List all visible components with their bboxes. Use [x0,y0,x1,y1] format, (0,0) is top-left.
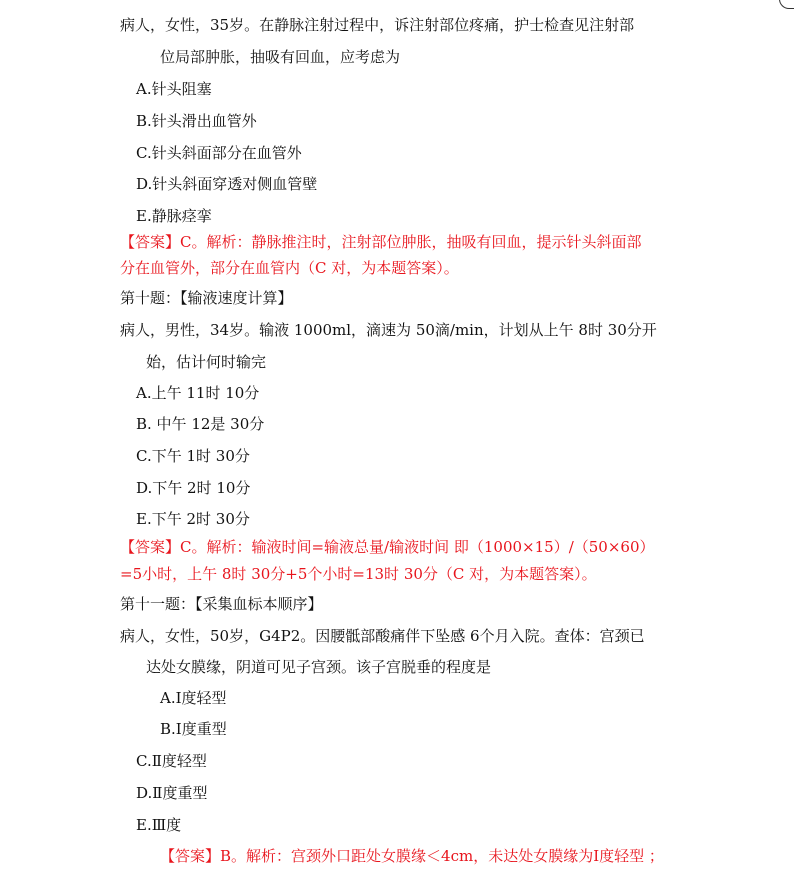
q11-title: 第十一题：【采集血标本顺序】 [120,595,323,613]
q9-option-e: E.静脉痉挛 [136,207,212,225]
q11-option-e: E.Ⅲ度 [136,816,182,834]
q10-option-a: A.上午 11时 10分 [136,384,260,402]
q11-option-b: B.Ⅰ度重型 [160,720,227,738]
q10-option-c: C.下午 1时 30分 [136,447,250,465]
q9-option-b: B.针头滑出血管外 [136,112,257,130]
q9-answer-line2: 分在血管外，部分在血管内（C 对，为本题答案）。 [120,259,459,277]
q9-stem-line1: 病人，女性，35岁。在静脉注射过程中，诉注射部位疼痛，护士检查见注射部 [120,16,635,34]
q10-option-b: B. 中午 12是 30分 [136,415,265,433]
q10-answer-line1: 【答案】C。解析：输液时间=输液总量/输液时间 即（1000×15）/（50×60） [120,538,655,556]
q9-option-c: C.针头斜面部分在血管外 [136,144,302,162]
q10-option-e: E.下午 2时 30分 [136,510,250,528]
q10-option-d: D.下午 2时 10分 [136,479,251,497]
q9-answer-line1: 【答案】C。解析：静脉推注时，注射部位肿胀，抽吸有回血，提示针头斜面部 [120,233,642,251]
q11-option-a: A.Ⅰ度轻型 [160,689,227,707]
q10-stem-line1: 病人，男性，34岁。输液 1000ml，滴速为 50滴/min，计划从上午 8时 30分开 [120,321,657,339]
q9-option-d: D.针头斜面穿透对侧血管壁 [136,175,318,193]
q11-option-c: C.Ⅱ度轻型 [136,752,207,770]
q11-option-d: D.Ⅱ度重型 [136,784,208,802]
q9-option-a: A.针头阻塞 [136,80,212,98]
q9-stem-line2: 位局部肿胀，抽吸有回血，应考虑为 [160,48,401,66]
q11-answer-line1: 【答案】B。解析：宫颈外口距处女膜缘＜4cm，未达处女膜缘为Ⅰ度轻型 ； [160,847,664,865]
q10-title: 第十题：【输液速度计算】 [120,289,293,307]
corner-mark [779,0,794,9]
q11-stem-line1: 病人，女性，50岁，G4P2。因腰骶部酸痛伴下坠感 6个月入院。查体：宫颈已 [120,627,645,645]
q10-answer-line2: =5小时，上午 8时 30分+5个小时=13时 30分（C 对，为本题答案）。 [120,565,597,583]
q10-stem-line2: 始，估计何时输完 [146,353,267,371]
q11-stem-line2: 达处女膜缘，阴道可见子宫颈。该子宫脱垂的程度是 [146,658,492,676]
